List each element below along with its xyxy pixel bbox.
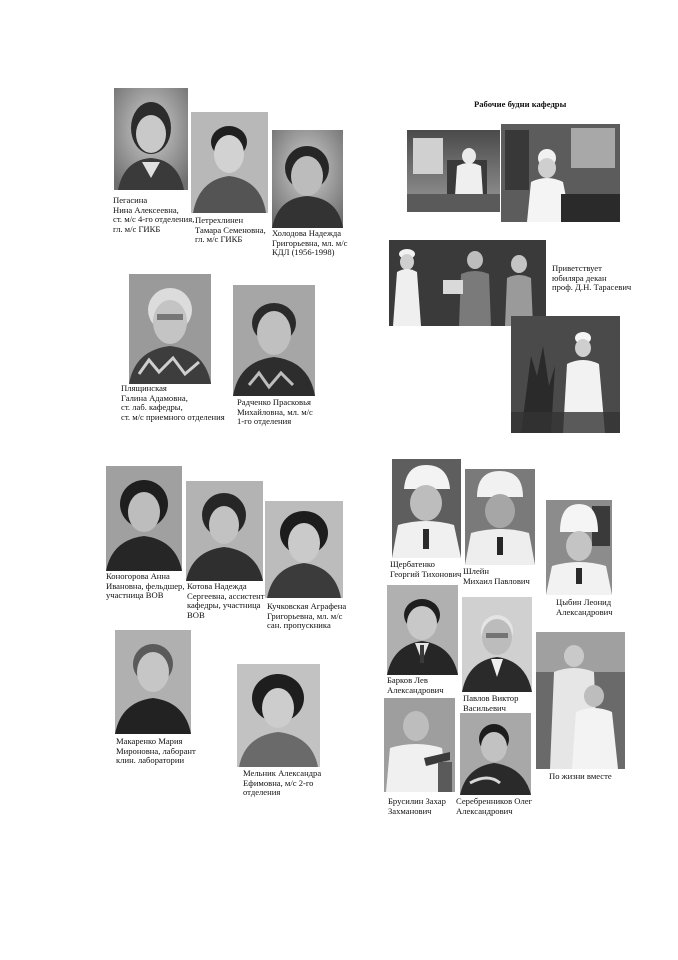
photo-tsybin [546,500,612,595]
caption-shcherbatenko: Щербатенко Георгий Тихонович [390,559,462,579]
photo-brusilin [384,698,455,792]
caption-pegasina: Пегасина Нина Алексеевна, ст. м/с 4-го отделения, гл. м/с ГИКБ [113,195,195,234]
caption-melnik: Мельник Александра Ефимовна, м/с 2-го отделения [243,768,322,798]
photo-serebrennikov [460,713,531,795]
photo-doctor-flowers [511,316,620,433]
caption-serebrennikov: Серебренников Олег Александрович [456,796,533,816]
photo-greeting-dean [389,240,546,326]
photo-makarenko [115,630,191,734]
caption-konogorova: Коногорова Анна Ивановна, фельдшер, участница ВОВ [106,571,185,601]
photo-konogorova [106,466,182,571]
photo-kholodova [272,130,343,228]
caption-life-together: По жизни вместе [549,771,612,781]
photo-doctor-at-desk [501,124,620,222]
photo-pavlov [462,597,532,692]
photo-pegasina [114,88,188,190]
photo-life-together [536,632,625,769]
caption-makarenko: Макаренко Мария Мироновна, лаборант клин. лаборатории [116,736,196,766]
photo-shcherbatenko [392,459,461,558]
caption-shleyn: Шлейн Михаил Павлович [463,566,530,586]
photo-melnik [237,664,320,767]
photo-barkov [387,585,458,675]
caption-brusilin: Брусилин Захар Захманович [388,796,446,816]
caption-barkov: Барков Лев Александрович [387,675,444,695]
photo-kotova [186,481,263,581]
photo-plyashinskaya [129,274,211,384]
photo-kuchkovskaya [265,501,343,598]
caption-kholodova: Холодова Надежда Григорьевна, мл. м/с КДЛ (1956-1998) [272,228,348,258]
caption-kuchkovskaya: Кучковская Аграфена Григорьевна, мл. м/с сан. пропускника [267,601,347,631]
caption-plyashinskaya: Плящинская Галина Адамовна, ст. лаб. кафедры, ст. м/с приемного отделения [121,383,225,422]
caption-petrekhlinen: Петрехлинен Тамара Семеновна, гл. м/с ГИКБ [195,215,266,245]
caption-radchenko: Радченко Прасковья Михайловна, мл. м/с 1-го отделения [237,397,313,427]
photo-shleyn [465,469,535,565]
caption-greets: Приветствует юбиляра декан проф. Д.Н. Тарасевич [552,263,632,293]
page-title: Рабочие будни кафедры [474,99,567,109]
caption-kotova: Котова Надежда Сергеевна, ассистент кафедры, участница ВОВ [187,581,265,620]
photo-lab-room [407,130,500,212]
photo-petrekhlinen [191,112,268,213]
caption-pavlov: Павлов Виктор Васильевич [463,693,519,713]
caption-tsybin: Цыбин Леонид Александрович [556,597,613,617]
photo-radchenko [233,285,315,396]
